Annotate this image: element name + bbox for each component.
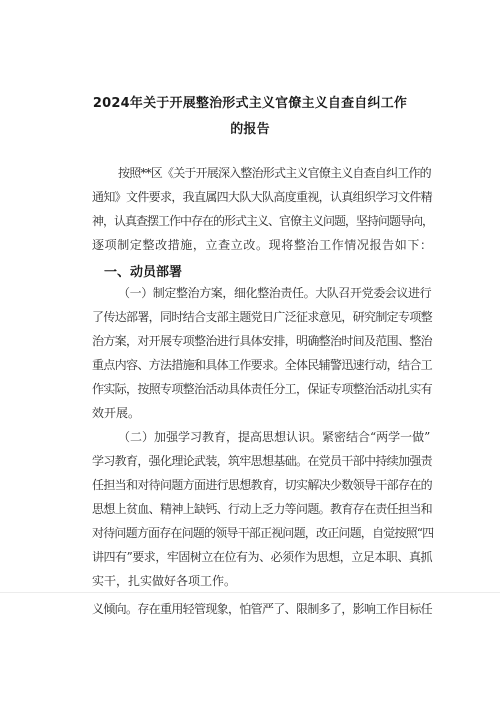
para1-line-2: 了传达部署，同时结合支部主题党日广泛征求意见，研究制定专项整 xyxy=(92,310,432,324)
para2-line-6: 讲四有”要求，牢固树立在位有为、必须作为思想，立足本职、真抓 xyxy=(92,550,432,564)
para2-line-4: 思想上贫血、精神上缺钙、行动上乏力等问题。教育存在责任担当和 xyxy=(92,502,432,516)
para1-line-6: 效开展。 xyxy=(92,406,141,420)
para2-line-2: 学习教育，强化理论武装，筑牢思想基础。在党员干部中持续加强责 xyxy=(92,454,432,468)
para2-line-7: 实干，扎实做好各项工作。 xyxy=(92,574,237,588)
intro-line-2: 通知》文件要求，我直属四大队大队高度重视，认真组织学习文件精 xyxy=(92,190,432,204)
section-heading-1: 一、动员部署 xyxy=(104,265,183,280)
intro-line-1: 按照**区《关于开展深入整治形式主义官僚主义自查自纠工作的 xyxy=(118,166,431,180)
document-title-line-1: 2024年关于开展整治形式主义官僚主义自查自纠工作 xyxy=(92,96,408,111)
para1-line-4: 重点内容、方法措施和具体工作要求。全体民辅警迅速行动，结合工 xyxy=(92,358,432,372)
para2-line-3: 任担当和对待问题方面进行思想教育，切实解决少数领导干部存在的 xyxy=(92,478,432,492)
para2-line-1: （二）加强学习教育，提高思想认识。紧密结合“两学一做” xyxy=(118,430,431,444)
para1-line-1: （一）制定整治方案，细化整治责任。大队召开党委会议进行 xyxy=(118,286,432,300)
next-page-line-1: 义倾向。存在重用轻管现象，怕管严了、限制多了，影响工作目标任 xyxy=(92,602,432,616)
para1-line-5: 作实际，按照专项整治活动具体责任分工，保证专项整治活动扎实有 xyxy=(92,382,432,396)
para1-line-3: 治方案，对开展专项整治进行具体安排，明确整治时间及范围、整治 xyxy=(92,334,432,348)
intro-line-4: 逐项制定整改措施，立查立改。现将整治工作情况报告如下： xyxy=(92,238,432,252)
para2-line-5: 对待问题方面存在问题的领导干部正视问题，改正问题，自觉按照“四 xyxy=(92,526,434,540)
page-break-divider xyxy=(0,592,500,593)
document-title-line-2: 的报告 xyxy=(230,122,270,137)
intro-line-3: 神，认真查摆工作中存在的形式主义、官僚主义问题，坚持问题导向， xyxy=(92,214,434,228)
